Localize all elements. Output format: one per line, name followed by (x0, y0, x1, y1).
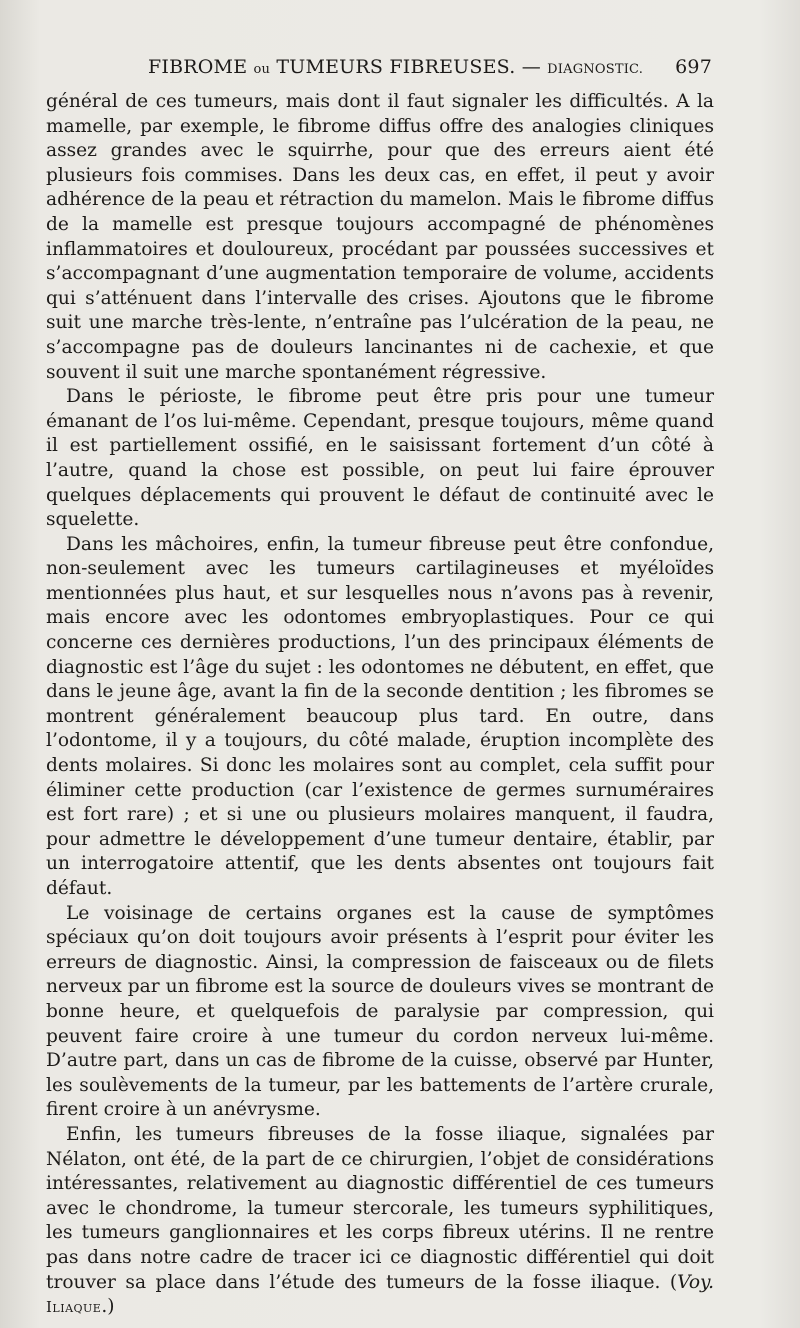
title-part-2: TUMEURS FIBREUSES. — (276, 56, 541, 78)
reference-voy: Voy. (677, 1271, 714, 1293)
section-label: DIAGNOSTIC. (547, 62, 644, 77)
reference-iliaque: Iliaque (46, 1298, 102, 1317)
paragraph-5 (46, 1123, 714, 1320)
title-conjunction: ou (253, 62, 271, 77)
body-text (46, 90, 714, 1320)
running-title (148, 56, 643, 78)
reference-closing: .) (101, 1296, 115, 1318)
paragraph-4: Le voisinage de certains organes est la cause de symptômes spéciaux qu’on doit toujours avoir présents à l’esprit pour éviter les erreurs de diagnostic. Ainsi, la compression de faisceaux ou de filets nerveux par un fibrome est la source de douleurs vives se montrant de bonne heure, et quelquefois de paralysie par compression, qui peuvent faire croire à une tumeur du cordon nerveux lui-même. D’autre part, dans un cas de fibrome de la cuisse, observé par Hunter, les soulèvements de la tumeur, par les battements de l’artère crurale, firent croire à un anévrysme. (46, 902, 714, 1121)
paragraph-5-text: Enfin, les tumeurs fibreuses de la fosse iliaque, signalées par Nélaton, ont été, de la part de ce chirurgien, l’objet de considérations intéressantes, relativement au diagnostic différentiel de ces tumeurs avec le chondrome, la tumeur stercorale, les tumeurs syphilitiques, les tumeurs ganglionnaires et les corps fibreux utérins. Il ne rentre pas dans notre cadre de tracer ici ce diagnostic différentiel qui doit trouver sa place dans l’étude des tumeurs de la fosse iliaque. ( (46, 1123, 714, 1293)
running-header (48, 56, 712, 84)
paragraph-2: Dans le périoste, le fibrome peut être pris pour une tumeur émanant de l’os lui-même. Cependant, presque toujours, même quand il est partiellement ossifié, en le saisissant fortement d’un côté à l’autre, quand la chose est possible, on peut lui faire éprouver quelques déplacements qui prouvent le défaut de continuité avec le squelette. (46, 386, 714, 531)
title-part-1: FIBROME (148, 56, 248, 78)
paragraph-3: Dans les mâchoires, enfin, la tumeur fibreuse peut être confondue, non-seulement avec les tumeurs cartilagineuses et myéloïdes mentionnées plus haut, et sur lesquelles nous n’avons pas à revenir, mais encore avec les odontomes embryoplastiques. Pour ce qui concerne ces dernières productions, l’un des principaux éléments de diagnostic est l’âge du sujet : les odontomes ne débutent, en effet, que dans le jeune âge, avant la fin de la seconde dentition ; les fibromes se montrent généralement beaucoup plus tard. En outre, dans l’odontome, il y a toujours, du côté malade, éruption incomplète des dents molaires. Si donc les molaires sont au complet, cela suffit pour éliminer cette production (car l’existence de germes surnuméraires est fort rare) ; et si une ou plusieurs molaires manquent, il faudra, pour admettre le développement d’une tumeur dentaire, établir, par un interrogatoire attentif, que les dents absentes ont toujours fait défaut. (46, 533, 714, 899)
paragraph-1: général de ces tumeurs, mais dont il faut signaler les difficultés. A la mamelle, par exemple, le fibrome diffus offre des analogies cliniques assez grandes avec le squirrhe, pour que des erreurs aient été plusieurs fois commises. Dans les deux cas, en effet, il peut y avoir adhérence de la peau et rétraction du mamelon. Mais le fibrome diffus de la mamelle est presque toujours accompagné de phénomènes inflammatoires et douloureux, procédant par poussées successives et s’accompagnant d’une augmentation temporaire de volume, accidents qui s’atténuent dans l’intervalle des crises. Ajoutons que le fibrome suit une marche très-lente, n’entraîne pas l’ulcération de la peau, ne s’accompagne pas de douleurs lancinantes ni de cachexie, et que souvent il suit une marche spontanément régressive. (46, 91, 714, 383)
page-number: 697 (675, 56, 712, 78)
